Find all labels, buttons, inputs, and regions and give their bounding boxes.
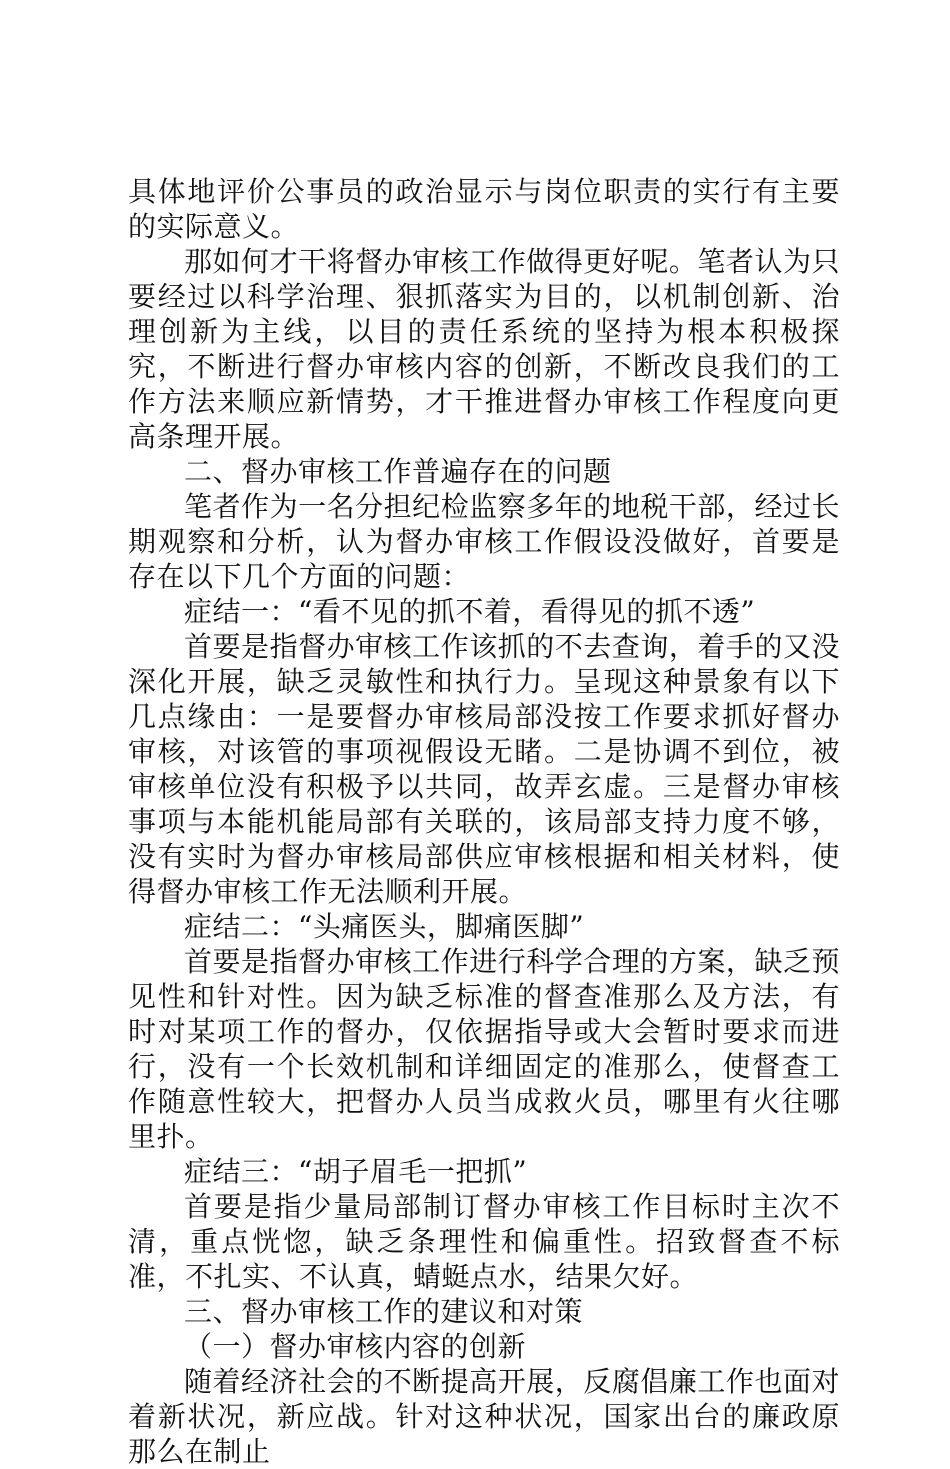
section-heading: 二、督办审核工作普遍存在的问题 xyxy=(184,455,612,488)
section-heading: 三、督办审核工作的建议和对策 xyxy=(184,1295,584,1328)
paragraph: 首要是指督办审核工作进行科学合理的方案，缺乏预见性和针对性。因为缺乏标准的督查准那么及方法，有时对某项工作的督办，仅依据指导或大会暂时要求而进行，没有一个长效机制和详细固定的准那么，使督查工作随意性较大，把督办人员当成救火员，哪里有火往哪里扑。 xyxy=(128,945,840,1153)
document-body xyxy=(128,174,840,1469)
paragraph: 那如何才干将督办审核工作做得更好呢。笔者认为只要经过以科学治理、狠抓落实为目的，以机制创新、治理创新为主线，以目的责任系统的坚持为根本积极探究，不断进行督办审核内容的创新，不断改良我们的工作方法来顺应新情势，才干推进督办审核工作程度向更高条理开展。 xyxy=(128,245,840,453)
paragraph: 笔者作为一名分担纪检监察多年的地税干部，经过长期观察和分析，认为督办审核工作假设没做好，首要是存在以下几个方面的问题： xyxy=(128,490,840,593)
paragraph-continuation: 具体地评价公事员的政治显示与岗位职责的实行有主要的实际意义。 xyxy=(128,175,840,243)
subheading: 症结三：“胡子眉毛一把抓” xyxy=(184,1155,528,1188)
paragraph: 随着经济社会的不断提高开展，反腐倡廉工作也面对着新状况，新应战。针对这种状况，国家出台的廉政原那么在制止 xyxy=(128,1365,840,1468)
subheading: 症结一：“看不见的抓不着，看得见的抓不透” xyxy=(184,595,756,628)
subheading: 症结二：“头痛医头，脚痛医脚” xyxy=(184,910,585,943)
paragraph: 首要是指督办审核工作该抓的不去查询，着手的又没深化开展，缺乏灵敏性和执行力。呈现这种景象有以下几点缘由：一是要督办审核局部没按工作要求抓好督办审核，对该管的事项视假设无睹。二是协调不到位，被审核单位没有积极予以共同，故弄玄虚。三是督办审核事项与本能机能局部有关联的，该局部支持力度不够，没有实时为督办审核局部供应审核根据和相关材料，使得督办审核工作无法顺利开展。 xyxy=(128,630,840,908)
paragraph: 首要是指少量局部制订督办审核工作目标时主次不清，重点恍惚，缺乏条理性和偏重性。招致督查不标准，不扎实、不认真，蜻蜓点水，结果欠好。 xyxy=(128,1190,840,1293)
subheading: （一）督办审核内容的创新 xyxy=(184,1330,527,1363)
